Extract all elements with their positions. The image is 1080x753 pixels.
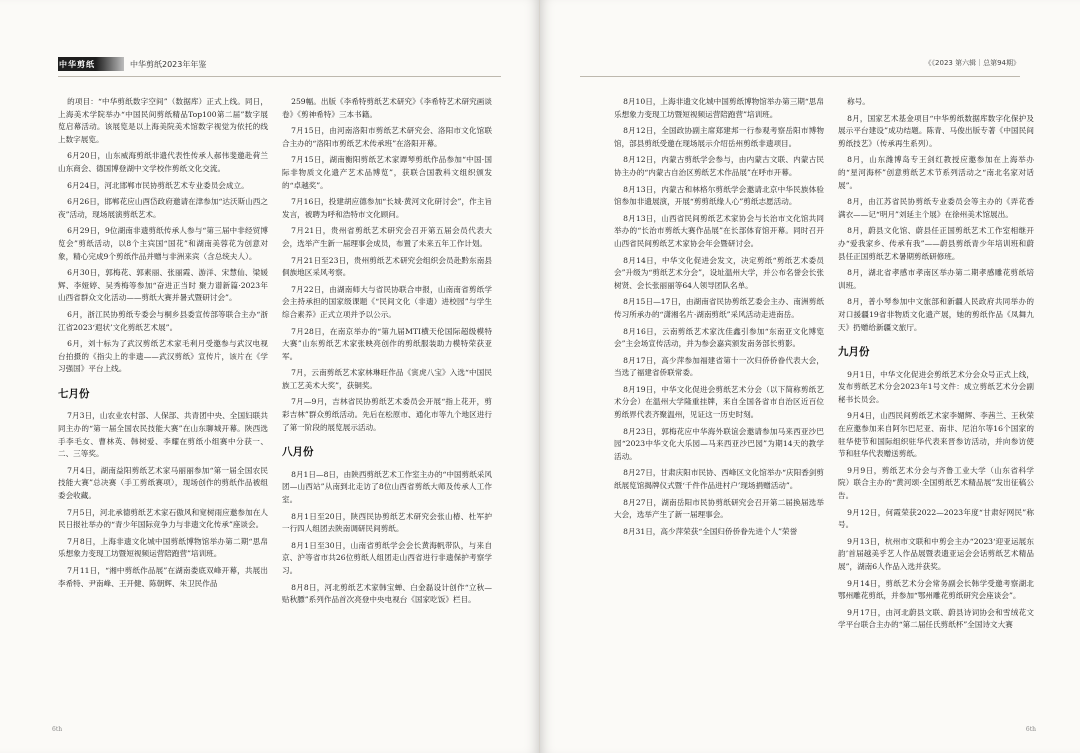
entry: 8月17日，高少萍参加福建省第十一次归侨侨眷代表大会，当选了福建省侨联常委。 (614, 355, 824, 378)
entry: 8月8日，河北剪纸艺术家韩宝蝉、白金磊设计创作“立秋—贴秋膘”系列作品首次亮登中央电视台《国家吃饭》栏目。 (282, 582, 492, 605)
logo-gradient-bar (96, 57, 124, 71)
right-column-2 (838, 96, 1034, 636)
entry: 7月3日，山农业农村部、人保部、共青团中央、全国妇联共同主办的“第一届全国农民技能大赛”在山东聊城开幕。陕西选手李毛女、曹林英、韩树爱、李耀在剪纸小组赛中分获一、二、三等奖。 (58, 411, 268, 459)
entry: 8月16日，云南剪纸艺术家沈佳鑫引参加“东南亚文化博览会”主会场宣传活动，并为参会嘉宾颁发南务部长剪影。 (614, 326, 824, 349)
entry: 6月29日，9位湖南非遗剪纸传承人参与“第三届中非经贸博览会”剪纸活动，以8个主宾国“国花”和湖南美蓉花为创意对象，精心完成9个剪纸作品并赠与非洲来宾（含总统夫人）。 (58, 226, 268, 261)
left-column-2 (282, 96, 492, 611)
entry: 7月4日，湖南益阳剪纸艺术家马丽丽参加“第一届全国农民技能大赛”总决赛（手工剪纸赛项），现场创作的剪纸作品被组委会收藏。 (58, 465, 268, 501)
entry: 6月26日，邯郸花应山酉岱政府邀请在津参加“达沃斯山西之夜”活动，现场展演剪纸艺术。 (58, 197, 268, 219)
right-page (540, 0, 1080, 753)
header-title-left: 中华剪纸2023年年鉴 (130, 59, 207, 69)
left-column-1 (58, 96, 268, 594)
entry: 8月23日，郭梅花应中华海外联谊会邀请参加马来西亚沙巴园“2023中华文化大乐园—马来西亚沙巴园”为期14天的教学活动。 (614, 426, 824, 461)
right-column-1 (614, 96, 824, 542)
running-header-left (58, 53, 206, 75)
entry: 8月，国家艺术基金项目“中华剪纸数据库数字化保护及展示平台建设”成功结题。陈青、马俊出版专著《中国民间剪纸技艺》（传承再生系列）。 (838, 113, 1034, 148)
entry: 6月20日，山东威海剪纸非遗代表性传承人郝伟斐邀赴荷兰山东商会、德国博登湖中文学校作剪纸文化交流。 (58, 151, 268, 173)
entry: 6月24日，河北邯郸市民协剪纸艺术专业委员会成立。 (67, 180, 249, 190)
entry: 259幅。出版《李希特剪纸艺术研究》《李希特艺术研究画谈卷》《剪神希特》三本书籍。 (282, 97, 492, 119)
header-rule-right (580, 76, 1020, 77)
entry: 8月，普小琴参加中文旅部和新疆人民政府共同举办的对口援疆19省非物质文化遗产展，她的剪纸作品《凤舞九天》扔赠给新疆文旅厅。 (838, 297, 1034, 332)
entry: 8月，湖北省孝感市孝南区举办第二期孝感雕花剪纸培训班。 (838, 268, 1034, 290)
month-heading-july: 七月份 (58, 387, 90, 400)
entry: 8月19日，中华文化促进会剪纸艺术分会（以下简称剪纸艺术分会）在温州大学隆重挂牌，来自全国各省市自治区近百位剪纸界代表齐聚温州，见证这一历史时刻。 (614, 384, 824, 420)
entry: 7月28日，在南京举办的“第九届MTI横天伦国际超级模特大赛”山东剪纸艺术家张映亮创作的剪纸服装助力模特荣获亚军。 (282, 326, 492, 361)
header-title-right: 《《2023 第六辑｜总第94期》 (924, 59, 1020, 67)
header-rule-left (58, 76, 501, 77)
entry: 称号。 (847, 97, 870, 106)
entry: 7月，云南剪纸艺术家林琳旺作品《寅虎八宝》入选“中国民族工艺美术大奖”，获铜奖。 (282, 368, 492, 390)
entry: 9月4日，山西民间剪纸艺术家李媚辉、李茜兰、王秋荣在应邀参加来自阿尔巴尼亚、南非、尼泊尔等16个国家的驻华使节和国际组织驻华代表来晋参访活动，并向参访使节和驻华代表赠送剪纸。 (838, 411, 1034, 459)
entry: 8月，由江苏省民协剪纸专业委员会等主办的《弄花香满衣——记“明月”刘延主个展》在徐州美术馆展出。 (838, 197, 1034, 219)
entry: 6月30日，郭梅花、郭素丽、张丽霞、游洋、宋慧仙、梁媛辉、李娅婷、吴秀梅等参加“奋进正当时 聚力谱新篇·2023年山西省群众文化活动——剪纸大赛并暑式暨研讨会”。 (58, 268, 268, 303)
entry: 7月21日，贵州省剪纸艺术研究会召开第五届会员代表大会，选举产生新一届理事会成员，布置了未来五年工作计划。 (282, 226, 492, 248)
entry: 9月1日，中华文化促进会剪纸艺术分会众号正式上线，发布剪纸艺术分会2023年1号文件：成立剪纸艺术分会副秘书长员会。 (838, 369, 1034, 404)
entry: 8月，山东潍博岛专王剑红教授应邀参加在上海举办的“星河海杯”创意剪纸艺术节系列活动之“南北名家对话展”。 (838, 155, 1034, 190)
entry: 9月12日，何霞荣获2022—2023年度“甘肃好网民”称号。 (838, 507, 1034, 530)
month-heading-august: 八月份 (282, 446, 314, 459)
entry: 8月15日—17日，由湖南省民协剪纸艺委会主办、南洲剪纸传习所承办的“潇湘名片·湖南剪纸”采风活动走进南岳。 (614, 297, 824, 319)
entry: 7月22日，由湖南师大与省民协联合申报，山南南省剪纸学会主持承担的国家级课题《“民间文化（非遗）进校园”与学生综合素养》正式立项并予以公示。 (282, 284, 492, 319)
entry: 7月—9月，吉林省民协剪纸艺术委员会开展“指上花开，剪彩吉林”群众剪纸活动。先后在松原市、通化市等九个地区进行了第一阶段的展览展示活动。 (282, 397, 492, 432)
entry: 9月13日，杭州市文联和中剪会主办“2023‘迎亚运展东韵’首届越美乎艺人作品展暨表遗亚运会会话剪纸艺术精品展”，湖南6人作品入选并获奖。 (838, 536, 1034, 571)
month-heading-september: 九月份 (838, 346, 870, 359)
magazine-logo: 中华剪纸 (59, 59, 95, 69)
page-folio-left: 6th (52, 726, 63, 733)
entry: 7月15日，由河南洛阳市剪纸艺术研究会、洛阳市文化馆联合主办的“洛阳市剪纸艺术传承班”在洛阳开幕。 (282, 126, 492, 148)
entry: 8月10日，上海非遗文化城中国剪纸博物馆举办第三期“思帛乐想象力变现工坊暨短视频运营陪跑营”培训班。 (614, 97, 824, 119)
entry: 8月13日，内蒙古和林格尔剪纸学会邀请北京中华民族体验馆参加非遗展演，开展“剪剪纸缘人心”剪纸志愿活动。 (614, 184, 824, 207)
entry: 8月14日，中华文化促进会发文，决定剪纸“剪纸艺术委员会”升级为“剪纸艺术分会”，设址温州大学，并公布名誉会长张树贤、会长张丽丽等64人领导团队名单。 (614, 255, 824, 290)
entry: 8月1日至20日，陕西民协剪纸艺术研究会张山椿、杜军护一行四人组团去陕南调研民间剪纸。 (282, 511, 492, 534)
entry: 9月14日，剪纸艺术分会常务副会长韩学受邀考察湖北鄂州雕花剪纸，并参加“鄂州雕花剪纸研究会座谈会”。 (838, 578, 1034, 601)
entry: 9月9日，剪纸艺术分会与齐鲁工业大学（山东省科学院）联合主办的“黄河颂·全国剪纸艺术精品展”发出征稿公告。 (838, 465, 1034, 501)
entry: 7月16日，投建胡应德参加“长城·黄河文化研讨会”，作主旨发言，被聘为呼和浩特市文化顾问。 (282, 197, 492, 219)
page-folio-right: 6th (1025, 726, 1036, 733)
entry: 的项目：“中华剪纸数字空间”（数据库）正式上线。同日，上海美术学院举办“中国民间剪纸精品Top100第二届”数字展览启幕活动。该展览是以上海美院美术馆数字视觉为依托的线上数字展览。 (58, 97, 268, 144)
entry: 6月，浙江民协剪纸专委会与桐乡县委宣传部等联合主办“浙江省2023‘遐状’文化剪纸艺术展”。 (58, 309, 268, 332)
entry: 8月31日，高少萍荣获“全国归侨侨眷先进个人”荣誉 (623, 526, 798, 536)
entry: 8月12日，内蒙古剪纸学会参与，由内蒙古文联、内蒙古民协主办的“内蒙古自治区剪纸艺术作品展”在呼市开幕。 (614, 155, 824, 177)
entry: 8月13日，山西省民间剪纸艺术家协会与长治市文化馆共同举办的“长治市剪纸大赛作品展”在长部体育馆开幕。同时召开山西省民间剪纸艺术家协会年会暨研讨会。 (614, 213, 824, 248)
entry: 7月11日，“湘中剪纸作品展”在湖南娄底双峰开幕，共展出李希特、尹南峰、王开健、陈朝辉、朱卫民作品 (58, 566, 268, 588)
entry: 8月1日至30日，山南省剪纸学会会长黄海帆带队，与来自京、沪等省市共26位剪纸人组团走山西省进行非遗保护考察学习。 (282, 540, 492, 575)
entry: 8月27日，湖南岳阳市民协剪纸研究会召开第二届换届选举大会，选举产生了新一届理事会。 (614, 497, 824, 520)
entry: 8月1日—8日，由陕西剪纸艺术工作室主办的“中国剪纸采风团—山西站”从南到北走访了8位山西省剪纸大师及传承人工作室。 (282, 469, 492, 505)
entry: 8月27日，甘肃庆阳市民协、西峰区文化馆举办“庆阳香剑剪纸展览馆揭牌仪式暨‘千件作品进村户’现场捐赠活动”。 (614, 468, 824, 491)
entry: 6月，刘十标为了武汉剪纸艺术家毛利月受邀参与武汉电视台拍摄的《指尖上的非遗——武汉剪纸》宣传片，该片在《学习强国》平台上线。 (58, 339, 268, 374)
entry: 7月15日，湖南衡阳剪纸艺术家谭琴剪纸作品参加“中国·国际非物质文化遗产艺术品博览”，获联合国教科文组织颁发的“卓越奖”。 (282, 155, 492, 190)
entry: 7月21日至23日，贵州剪纸艺术研究会组织会员赴黔东南县侗族地区采风考察。 (282, 255, 492, 278)
entry: 9月17日，由河北蔚县文联、蔚县诗词协会和雪绒花文学平台联合主办的“第二届任氏剪纸杯”全国诗文大赛 (838, 607, 1034, 630)
entry: 7月8日，上海非遗文化城中国剪纸博物馆举办第二期“思帛乐想象力变现工坊暨短视频运营陪跑营”培训班。 (58, 536, 268, 559)
entry: 8月，蔚县文化馆、蔚县任正国剪纸艺术工作室相继开办“爱我家乡、传承有我”——蔚县剪纸青少年培训班和蔚县任正国剪纸艺术暑期剪纸研修班。 (838, 226, 1034, 261)
entry: 7月5日，河北承德剪纸艺术家石傲风和宽树雨应邀参加在人民日报社举办的“青少年国际竞争力与非遗文化传承”座谈会。 (58, 507, 268, 530)
entry: 8月12日，全国政协副主席郑建邦一行参观考察岳阳市博物馆，部县剪纸受邀在现场展示介绍岳州剪纸非遗项目。 (614, 126, 824, 148)
